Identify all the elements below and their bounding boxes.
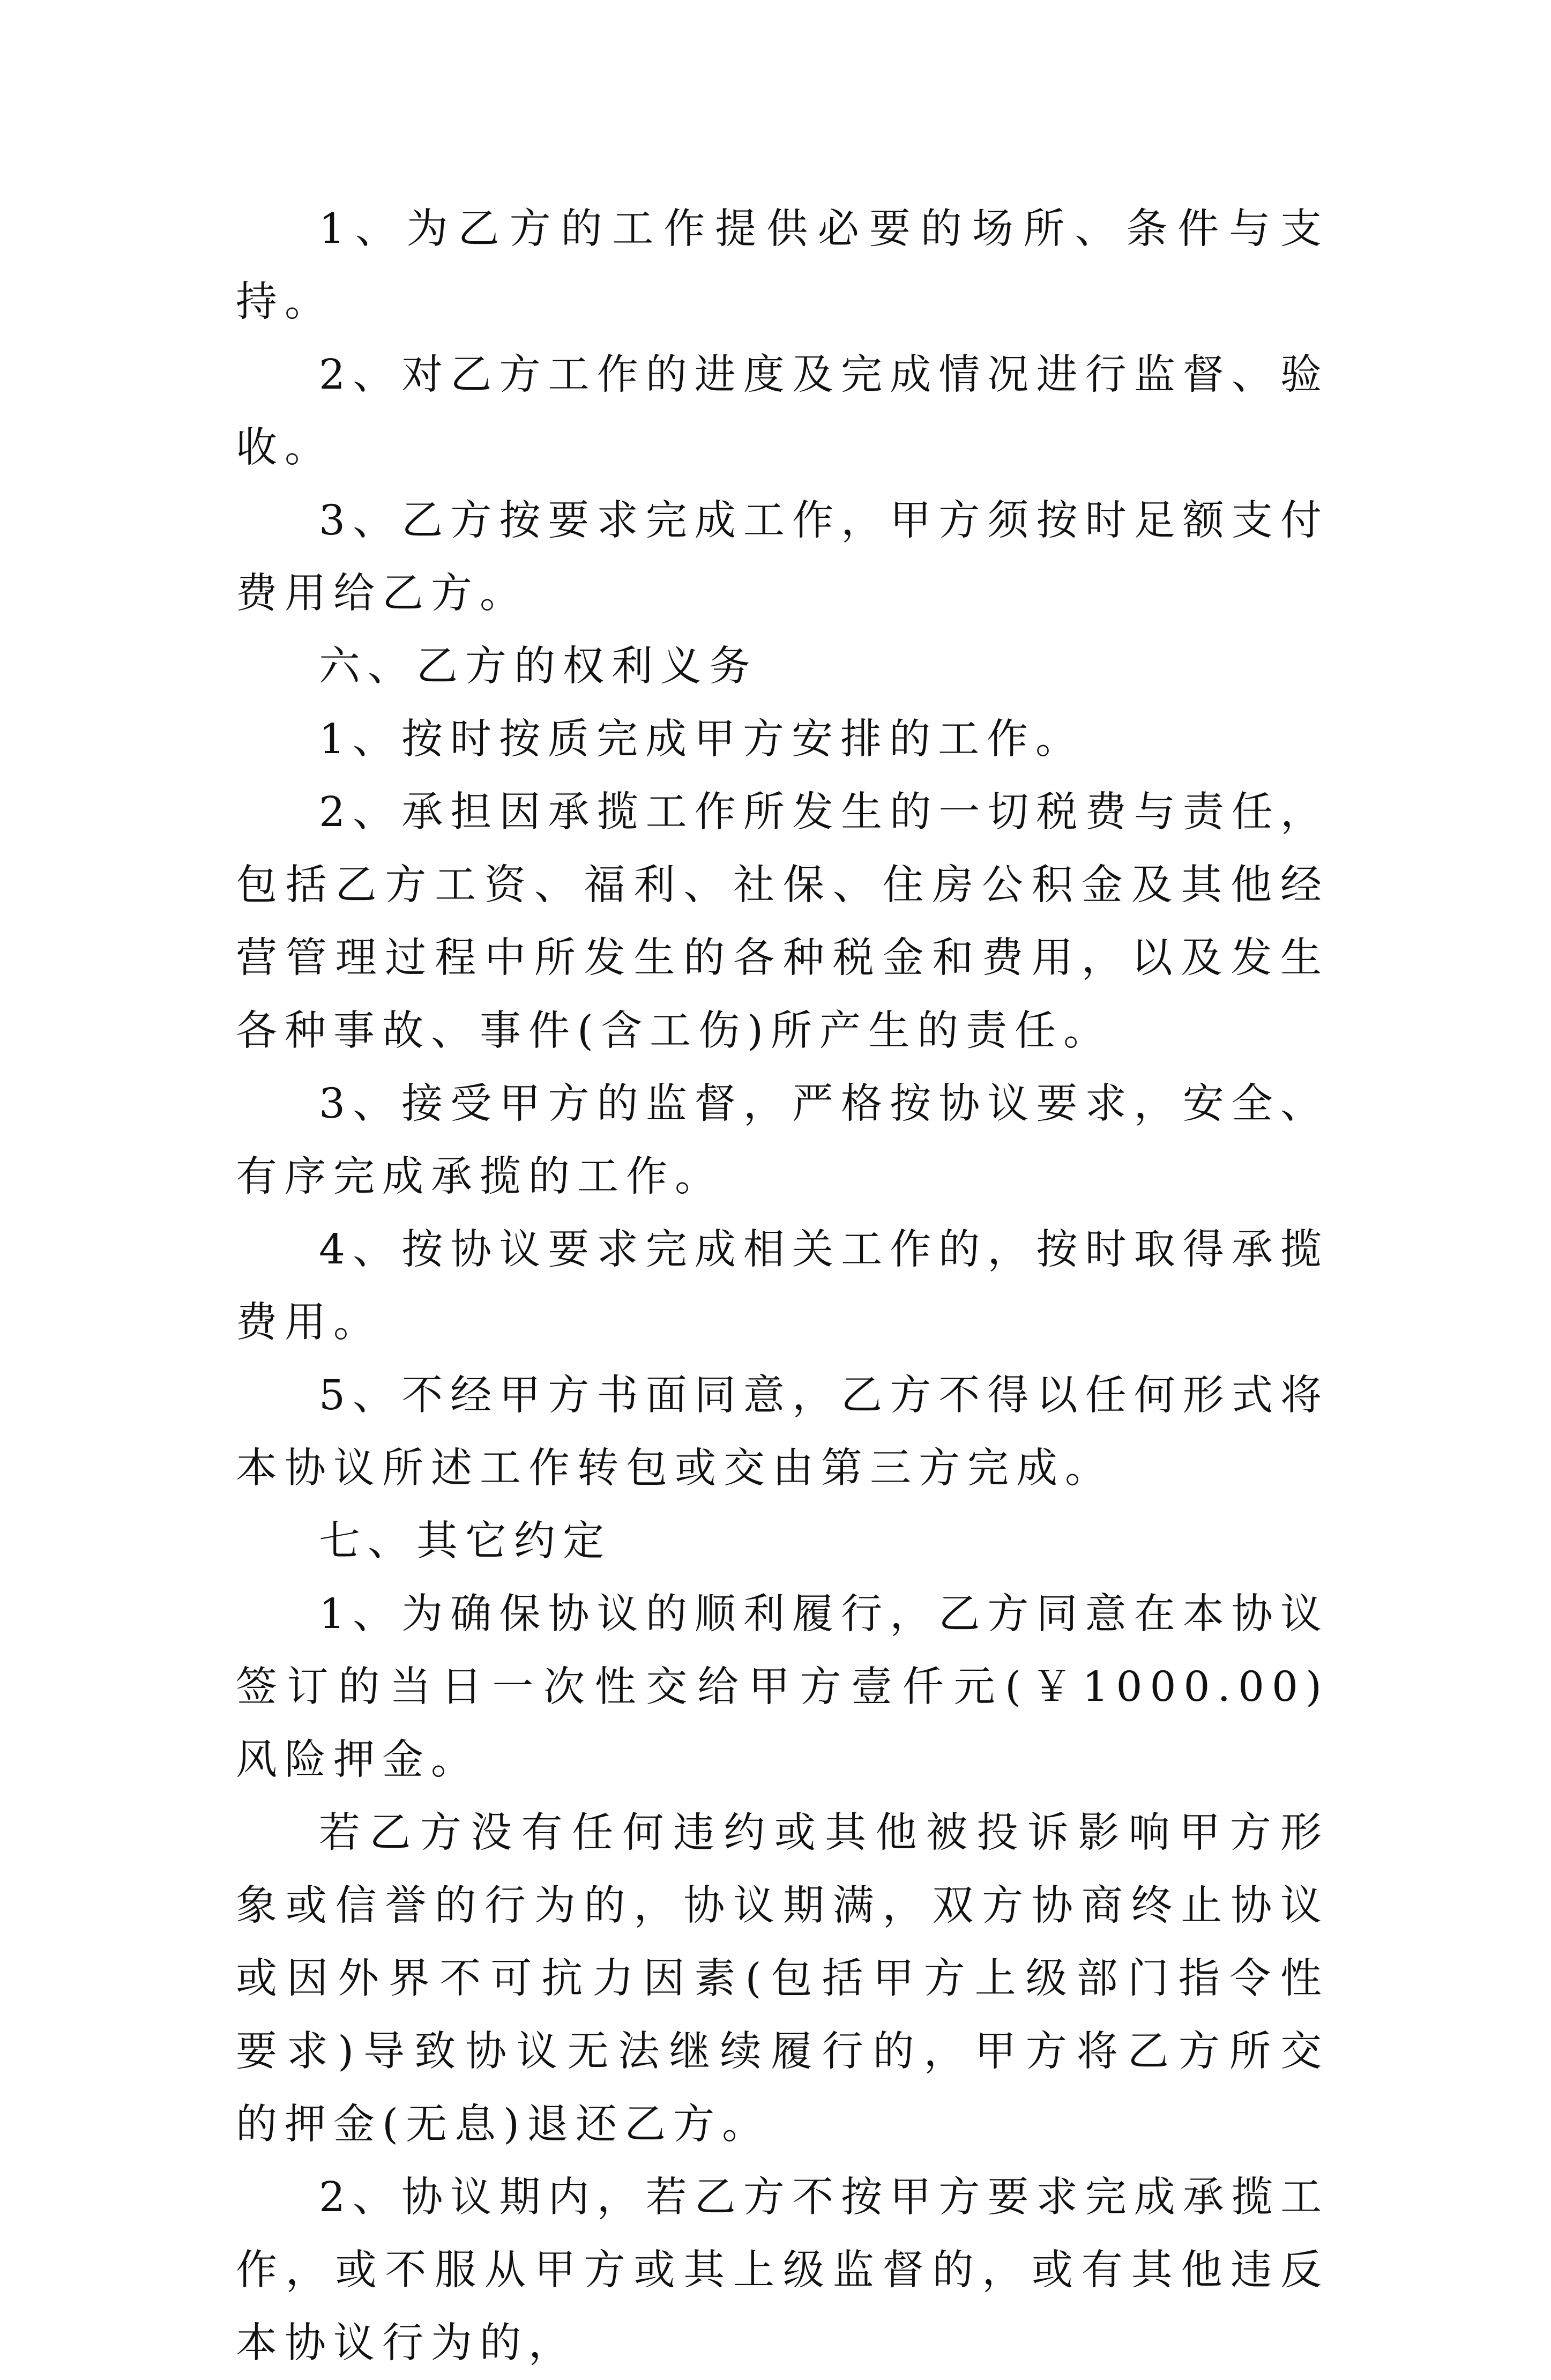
paragraph-2: 2、对乙方工作的进度及完成情况进行监督、验收。 [236, 351, 1329, 472]
paragraph-12: 若乙方没有任何违约或其他被投诉影响甲方形象或信誉的行为的，协议期满，双方协商终止协议或因外界不可抗力因素(包括甲方上级部门指令性要求)导致协议无法继续履行的，甲方将乙方所交的押金(无息)退还乙方。 [236, 1809, 1329, 2148]
paragraph-6: 2、承担因承揽工作所发生的一切税费与责任，包括乙方工资、福利、社保、住房公积金及其他经营管理过程中所发生的各种税金和费用，以及发生各种事故、事件(含工伤)所产生的责任。 [236, 789, 1329, 1055]
document-page [236, 193, 1329, 2380]
section-heading-7: 七、其它约定 [319, 1518, 612, 1565]
paragraph-3: 3、乙方按要求完成工作，甲方须按时足额支付费用给乙方。 [236, 497, 1329, 618]
paragraph-9: 5、不经甲方书面同意，乙方不得以任何形式将本协议所述工作转包或交由第三方完成。 [236, 1372, 1329, 1492]
paragraph-1: 1、为乙方的工作提供必要的场所、条件与支持。 [236, 205, 1329, 326]
paragraph-13: 2、协议期内，若乙方不按甲方要求完成承揽工作，或不服从甲方或其上级监督的，或有其他违反本协议行为的， [236, 2174, 1329, 2367]
paragraph-8: 4、按协议要求完成相关工作的，按时取得承揽费用。 [236, 1226, 1329, 1347]
section-heading-6: 六、乙方的权利义务 [319, 643, 758, 690]
paragraph-7: 3、接受甲方的监督，严格按协议要求，安全、有序完成承揽的工作。 [236, 1080, 1329, 1201]
paragraph-11: 1、为确保协议的顺利履行，乙方同意在本协议签订的当日一次性交给甲方壹仟元(￥1000.00)风险押金。 [236, 1590, 1329, 1784]
paragraph-5: 1、按时按质完成甲方安排的工作。 [319, 716, 1084, 763]
